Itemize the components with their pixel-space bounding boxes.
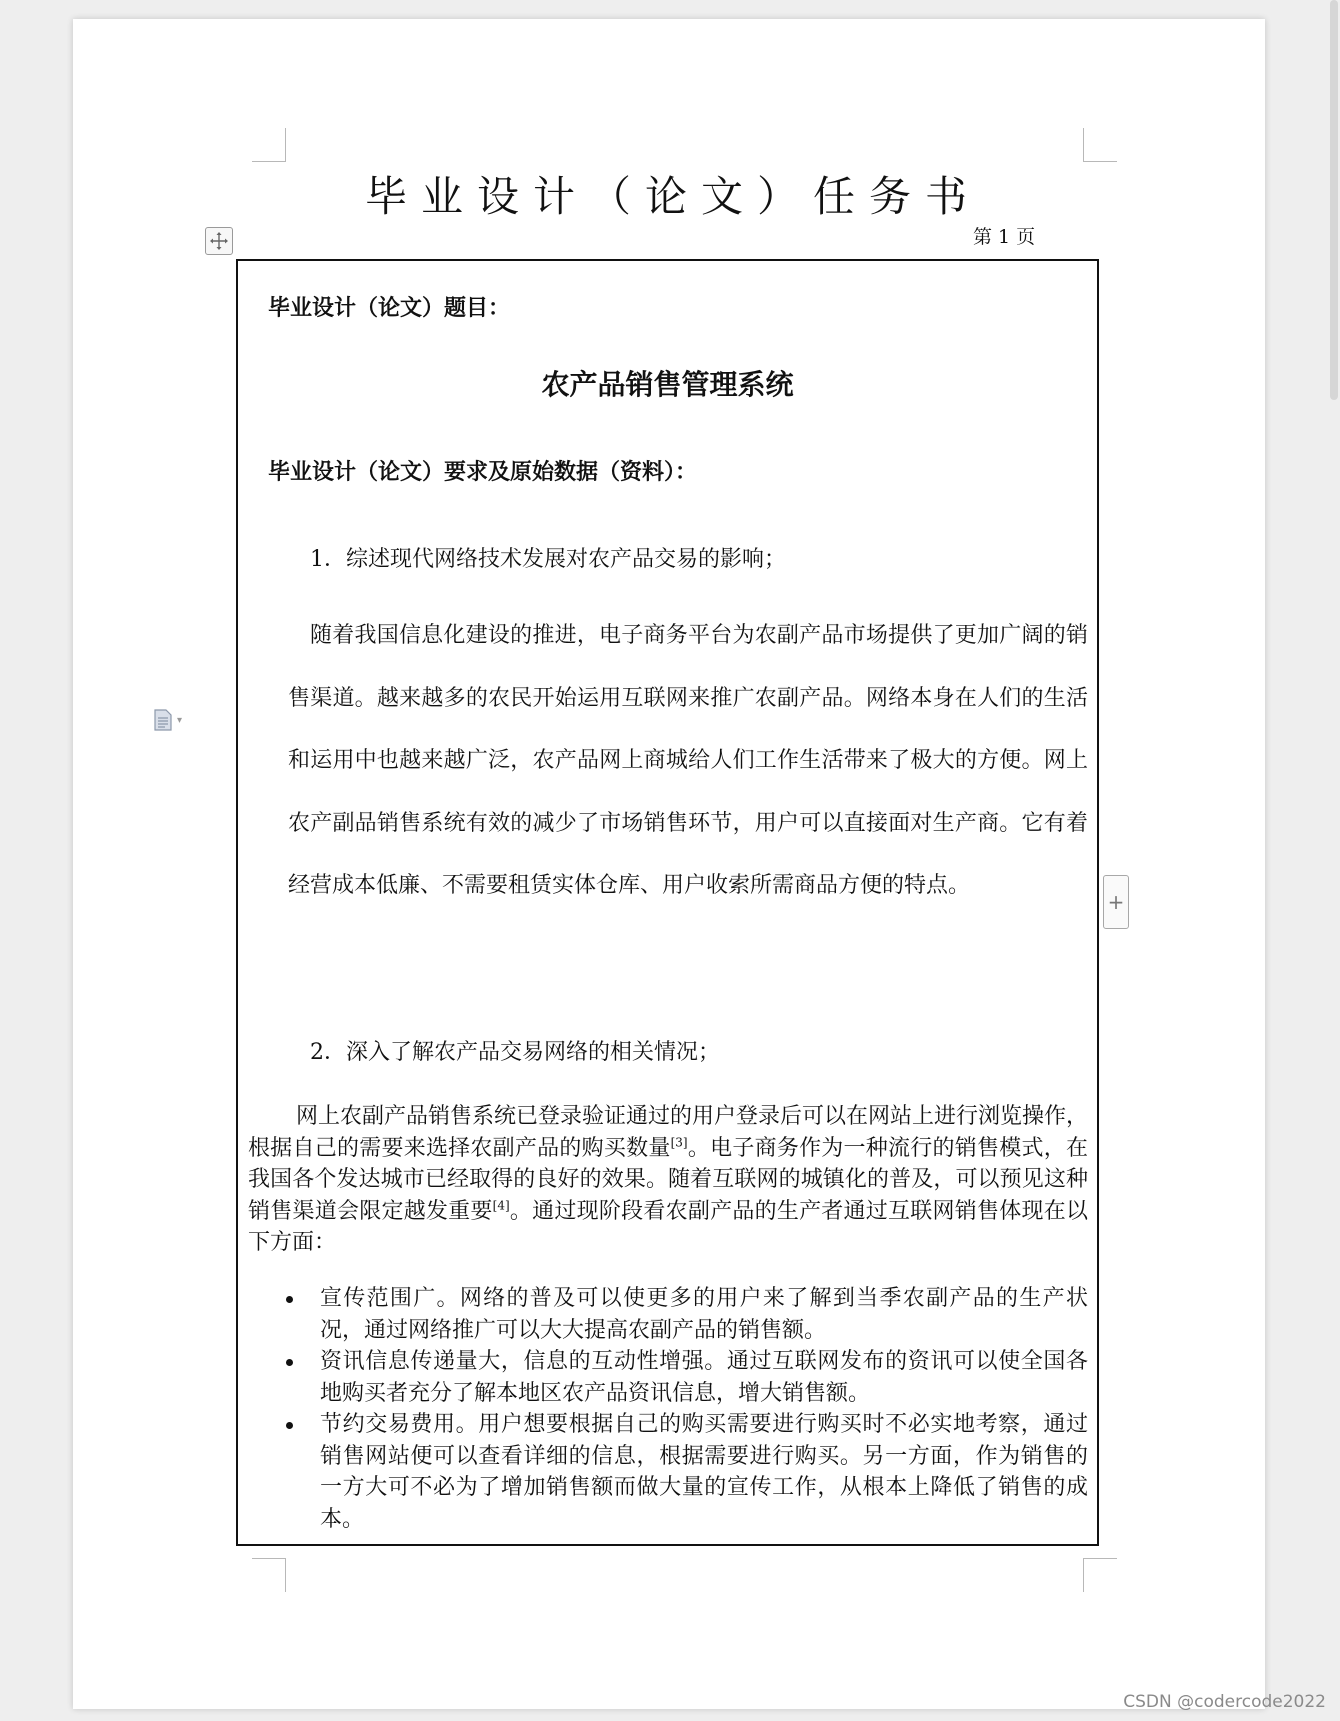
watermark: CSDN @codercode2022	[1123, 1692, 1326, 1712]
add-column-button[interactable]: +	[1103, 875, 1129, 929]
bullet-list	[286, 1283, 1088, 1535]
scrollbar-track[interactable]	[1328, 0, 1340, 1721]
list-item	[286, 1283, 1088, 1346]
project-title: 农产品销售管理系统	[541, 368, 794, 401]
bullet-icon	[286, 1422, 293, 1429]
paragraph-text: 网上农副产品销售系统已登录验证通过的用户登录后可以在网站上进行浏览操作，根据自己的需要来选择农副产品的购买数量	[248, 1104, 1089, 1161]
bullet-icon	[286, 1359, 293, 1366]
table-move-handle[interactable]	[205, 227, 233, 255]
page-number: 第 1 页	[973, 226, 1036, 248]
chevron-down-icon: ▾	[177, 714, 183, 726]
bullet-icon	[286, 1296, 293, 1303]
thesis-title-label: 毕业设计（论文）题目：	[268, 296, 511, 321]
item-1-heading: 1．综述现代网络技术发展对农产品交易的影响；	[310, 547, 786, 572]
margin-corner-top-right	[1083, 128, 1117, 162]
move-icon	[209, 231, 229, 251]
list-item-text: 宣传范围广。网络的普及可以使更多的用户来了解到当季农副产品的生产状况，通过网络推广可以大大提高农副产品的销售额。	[320, 1286, 1088, 1343]
list-item-text: 资讯信息传递量大，信息的互动性增强。通过互联网发布的资讯可以使全国各地购买者充分了解本地区农产品资讯信息，增大销售额。	[320, 1349, 1088, 1406]
document-icon	[153, 709, 173, 731]
citation-ref: [3]	[670, 1135, 688, 1150]
margin-corner-bottom-left	[252, 1558, 286, 1592]
paragraph-text: 。通过现阶段看农副产品的生产者通过互联网销售体现在以下方面：	[248, 1198, 1088, 1255]
scrollbar-thumb[interactable]	[1330, 0, 1338, 400]
margin-corner-bottom-right	[1083, 1558, 1117, 1592]
margin-corner-top-left	[252, 128, 286, 162]
item-2-heading: 2．深入了解农产品交易网络的相关情况；	[310, 1040, 720, 1065]
paragraph-options-button[interactable]	[153, 709, 182, 731]
document-title: 毕业设计（论文）任务书	[364, 172, 981, 221]
list-item	[286, 1346, 1088, 1409]
paragraph-text: 。电子商务作为一种流行的销售模式，在我国各个发达城市已经取得的良好的效果。随着互联网的城镇化的普及，可以预见这种销售渠道会限定越发重要	[248, 1135, 1088, 1224]
list-item-text: 节约交易费用。用户想要根据自己的购买需要进行购买时不必实地考察，通过销售网站便可以查看详细的信息，根据需要进行购买。另一方面，作为销售的一方大可不必为了增加销售额而做大量的宣传工作，从根本上降低了销售的成本。	[320, 1412, 1088, 1532]
item-1-paragraph: 随着我国信息化建设的推进，电子商务平台为农副产品市场提供了更加广阔的销售渠道。越来越多的农民开始运用互联网来推广农副产品。网络本身在人们的生活和运用中也越来越广泛，农产品网上商城给人们工作生活带来了极大的方便。网上农产副品销售系统有效的减少了市场销售环节，用户可以直接面对生产商。它有着经营成本低廉、不需要租赁实体仓库、用户收索所需商品方便的特点。	[288, 623, 1088, 898]
citation-ref: [4]	[492, 1198, 510, 1213]
list-item	[286, 1409, 1088, 1535]
requirements-label: 毕业设计（论文）要求及原始数据（资料）：	[268, 460, 698, 485]
task-table	[236, 259, 1099, 1546]
document-page	[73, 19, 1265, 1709]
item-2-paragraph	[248, 1101, 1088, 1259]
